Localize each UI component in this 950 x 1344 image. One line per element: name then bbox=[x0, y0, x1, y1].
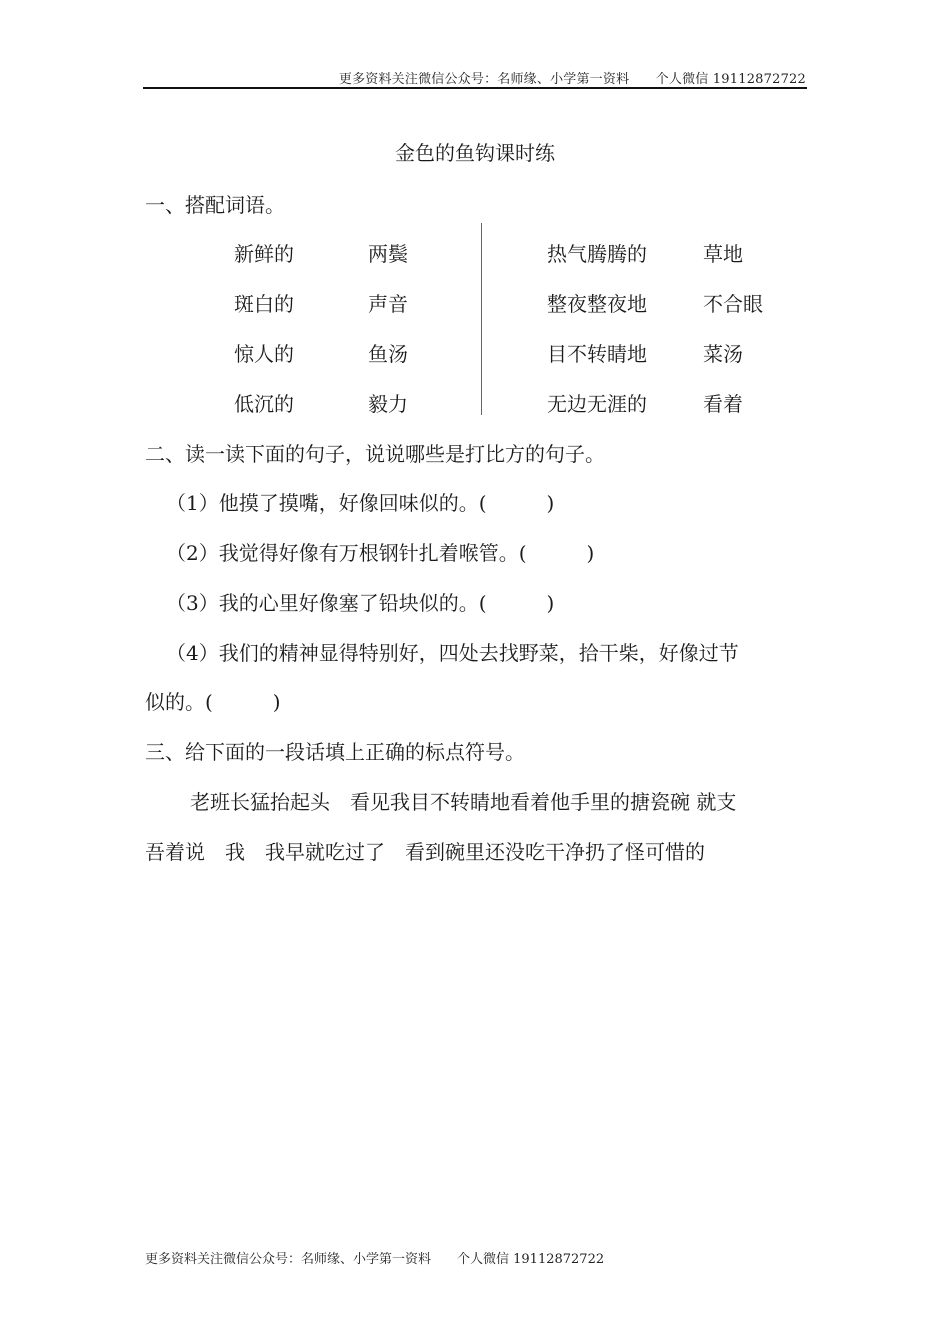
header-rule bbox=[143, 87, 807, 89]
word-cell: 两鬓 bbox=[368, 242, 408, 266]
word-cell: 无边无涯的 bbox=[547, 392, 647, 416]
sentence-item: （4）我们的精神显得特别好，四处去找野菜，拾干柴，好像过节 bbox=[166, 641, 739, 665]
paragraph-line: 老班长猛抬起头 看见我目不转睛地看着他手里的搪瓷碗 就支 bbox=[190, 790, 737, 814]
word-cell: 目不转睛地 bbox=[547, 342, 647, 366]
page-footer: 更多资料关注微信公众号：名师缘、小学第一资料 个人微信 19112872722 bbox=[145, 1252, 605, 1267]
page-title: 金色的鱼钩课时练 bbox=[395, 141, 555, 165]
word-cell: 热气腾腾的 bbox=[547, 242, 647, 266]
sentence-item: （3）我的心里好像塞了铅块似的。( ) bbox=[166, 591, 555, 615]
word-cell: 草地 bbox=[703, 242, 743, 266]
sentence-item-continuation: 似的。( ) bbox=[145, 690, 281, 714]
word-cell: 惊人的 bbox=[234, 342, 294, 366]
word-cell: 菜汤 bbox=[703, 342, 743, 366]
section2-heading: 二、读一读下面的句子，说说哪些是打比方的句子。 bbox=[145, 442, 605, 466]
page-header: 更多资料关注微信公众号：名师缘、小学第一资料 个人微信 19112872722 bbox=[338, 72, 806, 87]
word-cell: 声音 bbox=[368, 292, 408, 316]
sentence-item: （2）我觉得好像有万根钢针扎着喉管。( ) bbox=[166, 541, 595, 565]
column-divider bbox=[481, 223, 482, 415]
section1-heading: 一、搭配词语。 bbox=[145, 193, 285, 217]
word-cell: 斑白的 bbox=[234, 292, 294, 316]
section3-heading: 三、给下面的一段话填上正确的标点符号。 bbox=[145, 740, 525, 764]
word-cell: 鱼汤 bbox=[368, 342, 408, 366]
word-cell: 毅力 bbox=[368, 392, 408, 416]
sentence-item: （1）他摸了摸嘴，好像回味似的。( ) bbox=[166, 491, 555, 515]
word-cell: 低沉的 bbox=[234, 392, 294, 416]
word-cell: 整夜整夜地 bbox=[547, 292, 647, 316]
word-cell: 不合眼 bbox=[703, 292, 763, 316]
paragraph-line: 吾着说 我 我早就吃过了 看到碗里还没吃干净扔了怪可惜的 bbox=[145, 840, 705, 864]
word-cell: 看着 bbox=[703, 392, 743, 416]
word-cell: 新鲜的 bbox=[234, 242, 294, 266]
